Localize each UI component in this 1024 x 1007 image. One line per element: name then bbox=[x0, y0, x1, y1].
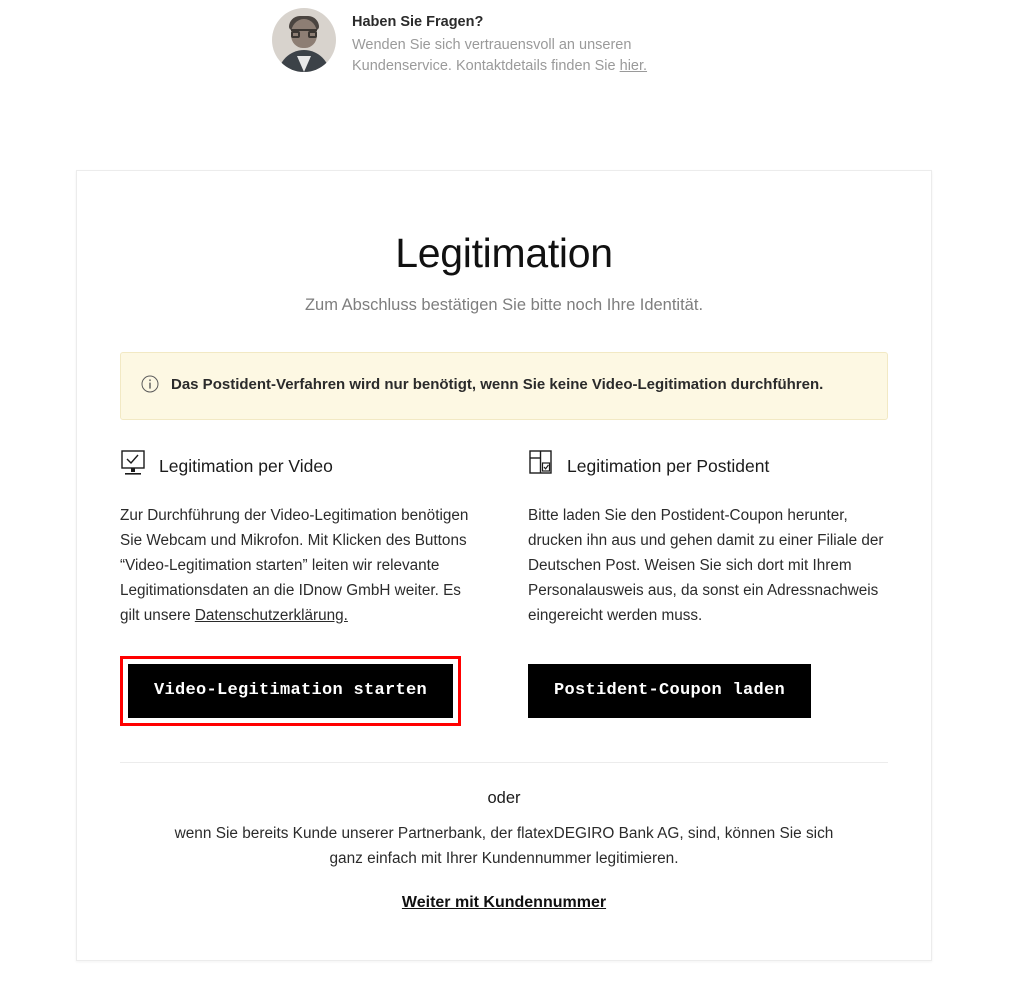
page-subtitle: Zum Abschluss bestätigen Sie bitte noch Ihre Identität. bbox=[304, 296, 704, 314]
postident-legitimation-column bbox=[528, 450, 888, 726]
support-help-title: Haben Sie Fragen? bbox=[352, 14, 484, 30]
video-legitimation-heading bbox=[120, 450, 480, 483]
support-help-body bbox=[352, 35, 672, 77]
video-button-highlight bbox=[120, 656, 461, 726]
legitimation-options bbox=[117, 450, 891, 726]
info-banner bbox=[120, 352, 888, 420]
postident-legitimation-heading bbox=[528, 450, 888, 483]
avatar bbox=[272, 8, 336, 72]
video-legitimation-text bbox=[120, 503, 480, 628]
section-divider bbox=[120, 762, 888, 763]
glasses-icon bbox=[291, 29, 317, 36]
video-legitimation-column bbox=[120, 450, 480, 726]
contact-details-link[interactable]: hier. bbox=[619, 58, 648, 74]
info-banner-text: Das Postident-Verfahren wird nur benötigt, wenn Sie keine Video-Legitimation durchführen. bbox=[171, 376, 824, 393]
alternative-separator-label: oder bbox=[487, 789, 521, 807]
continue-with-customer-number-link[interactable]: Weiter mit Kundennummer bbox=[401, 894, 607, 911]
start-video-legitimation-button[interactable]: Video-Legitimation starten bbox=[128, 664, 453, 718]
document-check-icon bbox=[528, 450, 554, 483]
privacy-policy-link[interactable]: Datenschutzerklärung. bbox=[194, 607, 348, 624]
support-help-body-text: Wenden Sie sich vertrauensvoll an unseren Kundenservice. Kontaktdetails finden Sie bbox=[352, 37, 632, 74]
support-help-text bbox=[352, 8, 672, 77]
page-title: Legitimation bbox=[395, 230, 613, 276]
support-help-block bbox=[0, 0, 1024, 77]
download-postident-coupon-button[interactable]: Postident-Coupon laden bbox=[528, 664, 811, 718]
partner-bank-text: wenn Sie bereits Kunde unserer Partnerbank, der flatexDEGIRO Bank AG, sind, können Sie sich ganz einfach mit Ihrer Kundennummer legitimieren. bbox=[174, 825, 834, 867]
video-legitimation-text-body: Zur Durchführung der Video-Legitimation benötigen Sie Webcam und Mikrofon. Mit Klicken des Buttons “Video-Legitimation starten” leiten wir relevante Legitimationsdaten an die IDnow GmbH weiter. Es gilt unsere bbox=[120, 507, 469, 624]
postident-legitimation-label: Legitimation per Postident bbox=[567, 456, 770, 476]
monitor-check-icon bbox=[120, 450, 146, 483]
info-circle-icon bbox=[141, 375, 159, 398]
postident-legitimation-text: Bitte laden Sie den Postident-Coupon herunter, drucken ihn aus und gehen damit zu einer Filiale der Deutschen Post. Weisen Sie sich dort mit Ihrem Personalausweis aus, da sonst ein Adressnachweis eingereicht werden muss. bbox=[528, 507, 884, 624]
video-legitimation-label: Legitimation per Video bbox=[159, 456, 333, 476]
legitimation-card bbox=[76, 170, 932, 961]
postident-button-wrap bbox=[528, 664, 811, 718]
